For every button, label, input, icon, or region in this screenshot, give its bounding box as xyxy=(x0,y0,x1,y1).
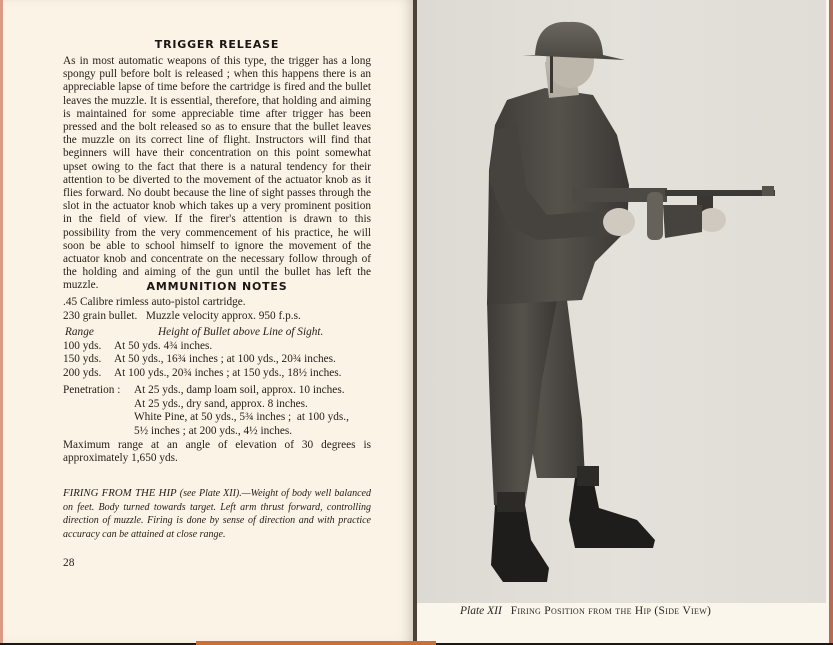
right-hand xyxy=(603,208,635,236)
firing-from-hip-body: —Weight of body well balanced on feet. Body turned towards target. Left arm thrust forward, controlling direction of muzzle. Firing is done by sense of direction and with practice accuracy can be attained at close range. xyxy=(63,488,371,540)
max-range-text: Maximum range at an angle of elevation of 30 degrees is approximately 1,650 yds. xyxy=(63,439,371,464)
left-hand xyxy=(698,208,726,232)
gun-muzzle xyxy=(762,186,774,196)
penetration-label: Penetration : xyxy=(63,384,121,396)
penetration-line: White Pine, at 50 yds., 5¾ inches ; at 100 yds., xyxy=(134,411,349,423)
penetration-line: At 25 yds., dry sand, approx. 8 inches. xyxy=(134,397,308,410)
trigger-release-heading: TRIGGER RELEASE xyxy=(154,38,280,51)
plate-reference: (see Plate XII). xyxy=(179,488,242,499)
plate-number: Plate XII xyxy=(460,605,502,617)
page-number: 28 xyxy=(63,557,75,569)
row-height: At 50 yds., 16¾ inches ; at 100 yds., 20¾ inches. xyxy=(114,353,336,365)
plate-photograph xyxy=(417,0,826,603)
trajectory-row xyxy=(63,353,371,367)
firing-from-hip-paragraph xyxy=(63,487,371,541)
gaiter-back xyxy=(577,466,599,486)
row-height: At 50 yds. 4¾ inches. xyxy=(114,339,213,352)
gaiter-front xyxy=(497,492,525,512)
cartridge-line: .45 Calibre rimless auto-pistol cartridge. xyxy=(63,296,246,308)
boot-front xyxy=(491,505,549,582)
trajectory-row xyxy=(63,340,371,354)
header-height: Height of Bullet above Line of Sight. xyxy=(158,326,324,338)
forearm xyxy=(663,205,702,238)
gun-barrel xyxy=(665,190,775,196)
row-height: At 100 yds., 20¾ inches ; at 150 yds., 18½ inches. xyxy=(114,366,342,379)
penetration-line: At 25 yds., damp loam soil, approx. 10 inches. xyxy=(134,384,345,396)
firing-from-hip-title: FIRING FROM THE HIP xyxy=(63,487,177,499)
penetration-row xyxy=(63,411,371,425)
penetration-row xyxy=(63,425,371,439)
book-cover-edge xyxy=(196,641,436,645)
penetration-row xyxy=(63,384,371,398)
steel-helmet xyxy=(522,22,625,60)
trajectory-row xyxy=(63,367,371,381)
drum-magazine xyxy=(647,192,663,240)
chin-strap xyxy=(550,55,553,93)
trajectory-table-header xyxy=(63,326,371,340)
ammunition-notes-block xyxy=(63,296,371,464)
soldier-illustration xyxy=(417,0,826,603)
ammunition-notes-heading: AMMUNITION NOTES xyxy=(146,280,288,293)
bullet-line: 230 grain bullet. Muzzle velocity approx. 950 f.p.s. xyxy=(63,309,301,322)
trigger-release-paragraph: As in most automatic weapons of this type, the trigger has a long spongy pull before bolt is released ; when this happens there is an appreciable lapse of time before the cartridge is fired and the bullet leaves the muzzle. It is essential, therefore, that holding and aiming is maintained for some appreciable time after trigger has been pressed and the bolt released so as to ensure that the bullet leaves the muzzle on its correct line of flight. Instructors will find that beginners will have their concentration on this point somewhat upset owing to the fact that there is a natural tendency for their attention to be diverted to the movement of the actuator knob as it flies forward. No doubt because the line of sight passes through the slot in the actuator knob which takes up a very prominent position in the field of view. If the firer's attention is drawn to this possibility from the very commencement of his practice, he will soon be able to school himself to ignore the movement of the actuator knob and concentrate on the necessary follow through of the holding and aiming of the gun until the bullet has left the muzzle. xyxy=(63,55,371,292)
penetration-line: 5½ inches ; at 200 yds., 4½ inches. xyxy=(134,424,293,437)
plate-caption xyxy=(460,605,780,617)
plate-title: Firing Position from the Hip (Side View) xyxy=(510,605,712,617)
row-range: 100 yds. xyxy=(63,339,102,352)
row-range: 200 yds. xyxy=(63,366,102,379)
penetration-row xyxy=(63,398,371,412)
header-range: Range xyxy=(65,326,94,338)
boot-back xyxy=(569,478,655,548)
row-range: 150 yds. xyxy=(63,353,102,365)
